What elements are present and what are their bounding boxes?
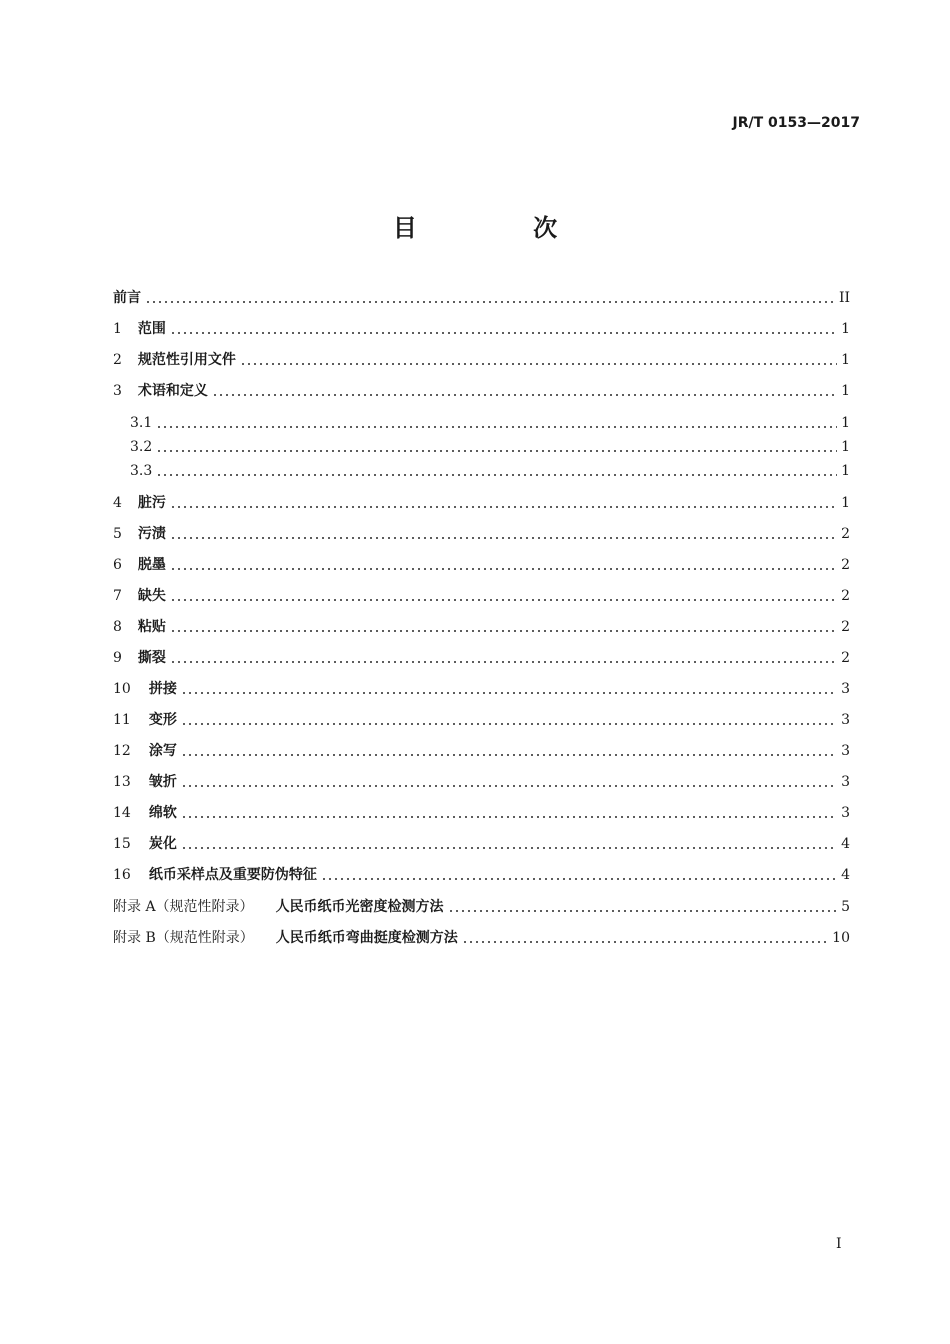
- toc-entry-label: 范围: [137, 321, 166, 337]
- dot-leader: [462, 941, 828, 943]
- dot-leader: [170, 506, 837, 508]
- page-title: 目 次: [392, 214, 612, 242]
- toc-entry-number: 3.2: [130, 439, 153, 455]
- toc-entry-number: 3.3: [130, 463, 153, 479]
- toc-entry[interactable]: [113, 648, 850, 668]
- toc-entry[interactable]: [130, 437, 850, 457]
- toc-entry-page: 2: [841, 650, 850, 666]
- toc-entry-number: 15: [113, 836, 131, 852]
- toc-entry-label: 撕裂: [137, 650, 166, 666]
- toc-entry-label: 脏污: [137, 495, 166, 511]
- dot-leader: [156, 474, 837, 476]
- toc-entry-page: 3: [841, 681, 850, 697]
- toc-entry-number: 11: [113, 712, 131, 728]
- dot-leader: [156, 426, 837, 428]
- toc-entry-page: 3: [841, 805, 850, 821]
- dot-leader: [170, 332, 837, 334]
- toc-entry-number: 3.1: [130, 415, 153, 431]
- toc-entry[interactable]: [130, 413, 850, 433]
- toc-entry-page: 4: [841, 836, 850, 852]
- toc-entry-label: 涂写: [148, 743, 177, 759]
- toc-entry[interactable]: [113, 617, 850, 637]
- dot-leader: [170, 537, 837, 539]
- standard-code: JR/T 0153—2017: [732, 115, 860, 131]
- toc-entry-page: II: [838, 290, 850, 306]
- toc-entry-page: 4: [841, 867, 850, 883]
- toc-entry-page: 1: [841, 352, 850, 368]
- toc-entry[interactable]: [113, 586, 850, 606]
- dot-leader: [181, 754, 837, 756]
- toc-entry-number: 1: [113, 321, 122, 337]
- toc-entry[interactable]: [113, 803, 850, 823]
- toc-entry-label: 粘贴: [137, 619, 166, 635]
- toc-entry-page: 2: [841, 557, 850, 573]
- toc-entry-page: 2: [841, 619, 850, 635]
- dot-leader: [181, 692, 837, 694]
- toc-entry[interactable]: [113, 928, 850, 948]
- toc-entry-page: 1: [841, 439, 850, 455]
- dot-leader: [170, 661, 837, 663]
- toc-entry-label: 拼接: [148, 681, 177, 697]
- toc-entry-number: 2: [113, 352, 122, 368]
- toc-entry-label: 规范性引用文件: [137, 352, 236, 368]
- toc-entry[interactable]: [113, 288, 850, 308]
- toc-entry[interactable]: [113, 524, 850, 544]
- toc-entry-number: 附录 B（规范性附录）: [113, 930, 254, 946]
- toc-entry-page: 3: [841, 743, 850, 759]
- toc-entry-label: 脱墨: [137, 557, 166, 573]
- toc-entry-label: 人民币纸币光密度检测方法: [275, 899, 444, 915]
- toc-entry-label: 缺失: [137, 588, 166, 604]
- toc-entry-number: 4: [113, 495, 122, 511]
- toc-entry[interactable]: [113, 381, 850, 401]
- toc-entry-number: 5: [113, 526, 122, 542]
- dot-leader: [170, 630, 837, 632]
- toc-entry-page: 1: [841, 415, 850, 431]
- dot-leader: [181, 785, 837, 787]
- toc-entry[interactable]: [113, 865, 850, 885]
- toc-entry-number: 9: [113, 650, 122, 666]
- toc-entry-number: 附录 A（规范性附录）: [113, 899, 254, 915]
- dot-leader: [170, 599, 837, 601]
- toc-entry-label: 变形: [148, 712, 177, 728]
- toc-entry-page: 1: [841, 383, 850, 399]
- toc-entry[interactable]: [113, 493, 850, 513]
- dot-leader: [240, 363, 837, 365]
- toc-entry-number: 13: [113, 774, 131, 790]
- toc-entry-page: 5: [841, 899, 850, 915]
- dot-leader: [156, 450, 837, 452]
- toc-entry-page: 10: [832, 930, 850, 946]
- toc-entry-page: 1: [841, 321, 850, 337]
- toc-entry-number: 16: [113, 867, 131, 883]
- toc-entry-label: 纸币采样点及重要防伪特征: [148, 867, 317, 883]
- toc-entry-label: 皱折: [148, 774, 177, 790]
- toc-entry-page: 2: [841, 588, 850, 604]
- toc-entry-number: 12: [113, 743, 131, 759]
- toc-entry-label: 绵软: [148, 805, 177, 821]
- toc-entry-page: 1: [841, 463, 850, 479]
- dot-leader: [448, 910, 838, 912]
- toc-entry-number: 8: [113, 619, 122, 635]
- toc-entry-label: 炭化: [148, 836, 177, 852]
- toc-entry-number: 14: [113, 805, 131, 821]
- toc-entry[interactable]: [113, 350, 850, 370]
- toc-entry[interactable]: [113, 772, 850, 792]
- dot-leader: [181, 723, 837, 725]
- footer-page-number: I: [836, 1236, 842, 1252]
- toc-entry-label: 前言: [113, 290, 141, 306]
- toc-entry[interactable]: [113, 319, 850, 339]
- toc-entry[interactable]: [113, 741, 850, 761]
- dot-leader: [321, 878, 837, 880]
- toc-entry-number: 10: [113, 681, 131, 697]
- toc-entry[interactable]: [113, 710, 850, 730]
- toc-entry-number: 6: [113, 557, 122, 573]
- toc-entry-page: 3: [841, 774, 850, 790]
- toc-entry-number: 7: [113, 588, 122, 604]
- toc-entry[interactable]: [113, 555, 850, 575]
- toc-entry-label: 污渍: [137, 526, 166, 542]
- toc-entry[interactable]: [113, 834, 850, 854]
- dot-leader: [181, 816, 837, 818]
- dot-leader: [212, 394, 837, 396]
- toc-entry[interactable]: [130, 461, 850, 481]
- toc-entry-page: 2: [841, 526, 850, 542]
- toc-entry[interactable]: [113, 679, 850, 699]
- dot-leader: [170, 568, 837, 570]
- toc-entry-page: 3: [841, 712, 850, 728]
- toc-entry[interactable]: [113, 897, 850, 917]
- dot-leader: [145, 301, 835, 303]
- dot-leader: [181, 847, 837, 849]
- toc-entry-number: 3: [113, 383, 122, 399]
- toc-entry-label: 术语和定义: [137, 383, 208, 399]
- toc-entry-label: 人民币纸币弯曲挺度检测方法: [275, 930, 458, 946]
- toc-entry-page: 1: [841, 495, 850, 511]
